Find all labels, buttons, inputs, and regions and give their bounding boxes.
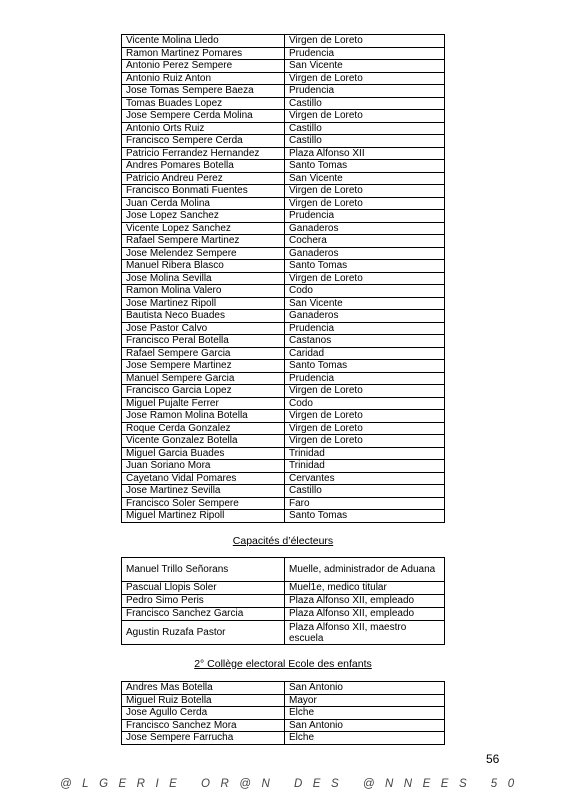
address-cell: Virgen de Loreto [285, 422, 445, 435]
table-row [122, 47, 445, 60]
table-row [122, 85, 445, 98]
table-row [122, 595, 445, 608]
table-row [122, 210, 445, 223]
table-row [122, 397, 445, 410]
capacites-table [121, 557, 445, 645]
name-cell: Jose Agullo Cerda [122, 707, 285, 720]
table-row [122, 360, 445, 373]
table-row [122, 160, 445, 173]
address-cell: San Vicente [285, 172, 445, 185]
table-row [122, 297, 445, 310]
address-cell: Prudencia [285, 210, 445, 223]
table-row [122, 608, 445, 621]
address-cell: Plaza Alfonso XII, maestro escuela [285, 621, 445, 645]
name-cell: Andres Mas Botella [122, 682, 285, 695]
table-row [122, 310, 445, 323]
address-cell: San Vicente [285, 60, 445, 73]
table-row [122, 347, 445, 360]
table-row [122, 385, 445, 398]
name-cell: Ramon Molina Valero [122, 285, 285, 298]
address-cell: Ganaderos [285, 247, 445, 260]
table-row [122, 110, 445, 123]
table-row [122, 260, 445, 273]
name-cell: Jose Lopez Sanchez [122, 210, 285, 223]
table-row [122, 485, 445, 498]
address-cell: Muelle, administrador de Aduana [285, 558, 445, 582]
address-cell: Santo Tomas [285, 360, 445, 373]
page-number: 56 [486, 752, 500, 766]
name-cell: Rafael Sempere Martinez [122, 235, 285, 248]
college2-heading: 2° Collège electoral Ecole des enfants [194, 658, 372, 670]
name-cell: Rafael Sempere Garcia [122, 347, 285, 360]
name-cell: Francisco Sanchez Garcia [122, 608, 285, 621]
name-cell: Pedro Simo Peris [122, 595, 285, 608]
name-cell: Miguel Ruiz Botella [122, 694, 285, 707]
name-cell: Jose Sempere Martinez [122, 360, 285, 373]
table-row [122, 235, 445, 248]
address-cell: Santo Tomas [285, 160, 445, 173]
name-cell: Manuel Sempere Garcia [122, 372, 285, 385]
name-cell: Miguel Pujalte Ferrer [122, 397, 285, 410]
address-cell: Virgen de Loreto [285, 72, 445, 85]
address-cell: Virgen de Loreto [285, 185, 445, 198]
address-cell: Virgen de Loreto [285, 35, 445, 48]
name-cell: Antonio Orts Ruiz [122, 122, 285, 135]
name-cell: Jose Sempere Farrucha [122, 732, 285, 745]
address-cell: Cochera [285, 235, 445, 248]
table-row [122, 410, 445, 423]
table-row [122, 694, 445, 707]
footer-watermark: @LGERIE OR@N DES @NNEES 50 [60, 778, 525, 790]
name-cell: Vicente Lopez Sanchez [122, 222, 285, 235]
address-cell: Cervantes [285, 472, 445, 485]
voters-table [121, 34, 445, 523]
address-cell: Elche [285, 707, 445, 720]
capacites-heading: Capacités d’électeurs [232, 535, 334, 547]
address-cell: Virgen de Loreto [285, 197, 445, 210]
address-cell: San Vicente [285, 297, 445, 310]
address-cell: Prudencia [285, 85, 445, 98]
table-row [122, 558, 445, 582]
table-row [122, 135, 445, 148]
address-cell: Santo Tomas [285, 510, 445, 523]
name-cell: Juan Cerda Molina [122, 197, 285, 210]
table-row [122, 322, 445, 335]
name-cell: Vicente Molina Lledo [122, 35, 285, 48]
address-cell: Elche [285, 732, 445, 745]
address-cell: Castanos [285, 335, 445, 348]
address-cell: Castillo [285, 97, 445, 110]
address-cell: Faro [285, 497, 445, 510]
name-cell: Cayetano Vidal Pomares [122, 472, 285, 485]
name-cell: Jose Molina Sevilla [122, 272, 285, 285]
name-cell: Miguel Garcia Buades [122, 447, 285, 460]
name-cell: Francisco Garcia Lopez [122, 385, 285, 398]
name-cell: Miguel Martinez Ripoll [122, 510, 285, 523]
table-row [122, 185, 445, 198]
table-row [122, 272, 445, 285]
table-row [122, 197, 445, 210]
name-cell: Vicente Gonzalez Botella [122, 435, 285, 448]
name-cell: Francisco Sanchez Mora [122, 719, 285, 732]
address-cell: Santo Tomas [285, 260, 445, 273]
table-row [122, 372, 445, 385]
table-row [122, 60, 445, 73]
name-cell: Patricio Ferrandez Hernandez [122, 147, 285, 160]
table-row [122, 682, 445, 695]
address-cell: Plaza Alfonso XII, empleado [285, 595, 445, 608]
table-row [122, 447, 445, 460]
table-row [122, 621, 445, 645]
address-cell: Trinidad [285, 460, 445, 473]
address-cell: Plaza Alfonso XII [285, 147, 445, 160]
address-cell: San Antonio [285, 682, 445, 695]
table-row [122, 97, 445, 110]
address-cell: Castillo [285, 122, 445, 135]
college2-table [121, 681, 445, 745]
address-cell: Castillo [285, 485, 445, 498]
table-row [122, 335, 445, 348]
name-cell: Francisco Sempere Cerda [122, 135, 285, 148]
address-cell: Virgen de Loreto [285, 410, 445, 423]
address-cell: Virgen de Loreto [285, 110, 445, 123]
table-row [122, 707, 445, 720]
name-cell: Pascual Llopis Soler [122, 582, 285, 595]
table-row [122, 147, 445, 160]
name-cell: Ramon Martinez Pomares [122, 47, 285, 60]
name-cell: Manuel Ribera Blasco [122, 260, 285, 273]
table-row [122, 122, 445, 135]
address-cell: Trinidad [285, 447, 445, 460]
address-cell: Prudencia [285, 322, 445, 335]
table-row [122, 222, 445, 235]
table-row [122, 285, 445, 298]
address-cell: Mayor [285, 694, 445, 707]
name-cell: Tomas Buades Lopez [122, 97, 285, 110]
table-row [122, 719, 445, 732]
name-cell: Francisco Bonmati Fuentes [122, 185, 285, 198]
table-row [122, 732, 445, 745]
name-cell: Roque Cerda Gonzalez [122, 422, 285, 435]
address-cell: Virgen de Loreto [285, 272, 445, 285]
name-cell: Francisco Peral Botella [122, 335, 285, 348]
table-row [122, 472, 445, 485]
address-cell: Plaza Alfonso XII, empleado [285, 608, 445, 621]
name-cell: Jose Melendez Sempere [122, 247, 285, 260]
address-cell: Virgen de Loreto [285, 385, 445, 398]
name-cell: Patricio Andreu Perez [122, 172, 285, 185]
address-cell: Castillo [285, 135, 445, 148]
name-cell: Antonio Perez Sempere [122, 60, 285, 73]
table-row [122, 247, 445, 260]
name-cell: Jose Pastor Calvo [122, 322, 285, 335]
name-cell: Andres Pomares Botella [122, 160, 285, 173]
address-cell: San Antonio [285, 719, 445, 732]
name-cell: Antonio Ruiz Anton [122, 72, 285, 85]
table-row [122, 35, 445, 48]
address-cell: Prudencia [285, 372, 445, 385]
table-row [122, 497, 445, 510]
name-cell: Jose Ramon Molina Botella [122, 410, 285, 423]
table-row [122, 460, 445, 473]
name-cell: Manuel Trillo Señorans [122, 558, 285, 582]
name-cell: Jose Martinez Sevilla [122, 485, 285, 498]
address-cell: Prudencia [285, 47, 445, 60]
table-row [122, 172, 445, 185]
table-row [122, 72, 445, 85]
address-cell: Ganaderos [285, 222, 445, 235]
address-cell: Caridad [285, 347, 445, 360]
name-cell: Jose Martinez Ripoll [122, 297, 285, 310]
name-cell: Jose Tomas Sempere Baeza [122, 85, 285, 98]
name-cell: Jose Sempere Cerda Molina [122, 110, 285, 123]
address-cell: Virgen de Loreto [285, 435, 445, 448]
name-cell: Bautista Neco Buades [122, 310, 285, 323]
address-cell: Muel1e, medico titular [285, 582, 445, 595]
table-row [122, 435, 445, 448]
table-row [122, 422, 445, 435]
name-cell: Juan Soriano Mora [122, 460, 285, 473]
address-cell: Codo [285, 397, 445, 410]
address-cell: Codo [285, 285, 445, 298]
address-cell: Ganaderos [285, 310, 445, 323]
table-row [122, 510, 445, 523]
table-row [122, 582, 445, 595]
name-cell: Agustin Ruzafa Pastor [122, 621, 285, 645]
name-cell: Francisco Soler Sempere [122, 497, 285, 510]
